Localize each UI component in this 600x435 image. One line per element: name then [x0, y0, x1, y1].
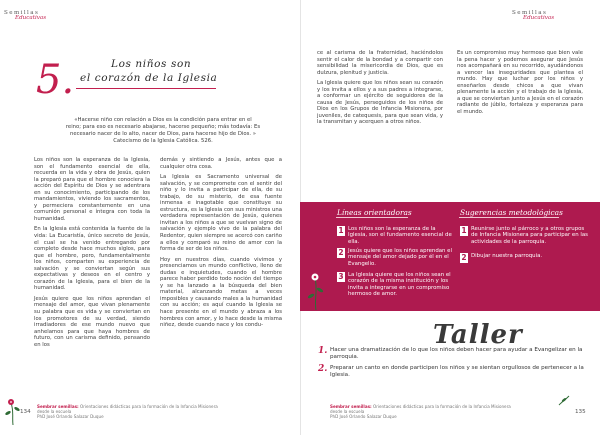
- paragraph: Los niños son la esperanza de la Iglesia, son el fundamento esencial de ella, recuerda en la vida y obra de Jesús, quien la preparó para que el hombre conociera la acción del Espíritu de Dios y se adentrara en su conocimiento, participando de los mandamientos, viviendo los sacramentos, y permeciera constantemente en una comunión personal e íntegra con toda la humanidad.: [34, 157, 150, 222]
- chapter-number: 5.: [36, 57, 75, 103]
- right-column-1: [317, 50, 443, 126]
- left-band-heading: Líneas orientadoras: [337, 208, 412, 217]
- chapter-title-line1: Los niños son: [111, 58, 192, 70]
- left-item-number: 3: [338, 272, 344, 281]
- flower-ornament-icon: [305, 268, 327, 310]
- left-band-item: Los niños son la esperanza de la Iglesia, son el fundamento esencial de ella.: [348, 226, 452, 245]
- opening-quote: «Hacerse niño con relación a Dios es la condición para entrar en el reino; para eso es necesario abajarse, hacerse pequeño; más todavía: Es necesario nacer de lo alto, nacer de Dios, para hacerse hijo de Dios. » Catecismo de la Iglesia Católica. 526.: [65, 117, 261, 144]
- paragraph: Es un compromiso muy hermoso que bien vale la pena hacer y podemos asegurar que Jesús nos acompañará en su recorrido, ayudándonos a vencer las inseguridades que plantea el mundo. Hay que luchar por los niños y enseñarlos desde chicos a que vivan plenamente la acción y el trabajo de la Iglesia, a que se conviertan junto a Jesús en el corazón radiante de júbilo, fortaleza y esperanza para el mundo.: [457, 50, 583, 115]
- left-column-2: [160, 157, 282, 329]
- right-band-item: Reunirse junto al párroco y a otros grupos de Infancia Misionera para participar en las actividades de la parroquia.: [471, 226, 588, 245]
- taller-step-number: 1.: [318, 346, 328, 356]
- taller-step: Hacer una dramatización de lo que los niños deben hacer para ayudar a Evangelizar en la parroquia.: [330, 347, 583, 360]
- taller-heading: Taller: [433, 320, 523, 350]
- paragraph: La Iglesia es Sacramento universal de salvación, y se compromete con el sentir del niño y lo invita a participar de ella, de su trabajo, de su misterio, de esa fuente inmensa e inagotable que constituye su estructura, es la Iglesia con sus ministros una verdadera representación de Jesús, quienes invitan a los niños a que se vuelvan signo de salvación y ejemplo vivo de la palabra del Redentor, quien siempre se acercó con cariño a ellos y comparó su reino de amor con la forma de ser de los niños.: [160, 174, 282, 253]
- right-footer: Sembrar semillas: Orientaciones didácticas para la formación de la Infancia Misionera desde la escuela PhD José Orlando Salazar Duque: [330, 404, 511, 420]
- left-item-number: 2: [338, 248, 344, 257]
- chapter-title: [80, 58, 217, 84]
- paragraph: demás y sintiendo a Jesús, antes que a cualquier otra cosa.: [160, 157, 282, 170]
- flower-ornament-icon: [557, 394, 571, 406]
- paragraph: ce al carisma de la fraternidad, haciéndolos sentir el calor de la bondad y a compartir con sensibilidad la misericordia de Dios, que es dulzura, plenitud y justicia.: [317, 50, 443, 76]
- left-heading-rule: [336, 217, 408, 218]
- right-band-heading: Sugerencias metodológicas: [460, 208, 563, 217]
- paragraph: En la Iglesia está contenida la fuente de la vida: La Eucaristía, único secreto de Jesús, el cual se ha venido entregando por completo desde hace muchos siglos, para que el hombre, pero, fundamentalmente los niños, comparten su experiencia de salvación y se conviertan según sus expectativas y deseos en el centro y corazón de la Iglesia, para el bien de la humanidad.: [34, 226, 150, 292]
- paragraph: La Iglesia quiere que los niños sean su corazón y los invita a ellos y a sus padres a integrarse, a conformar un ejército de seguidores de la causa de Jesús, perseguidos de los niños de Dios en los Grupos de Infancia Misionera, por juveniles, de catequesis, para que sean vida, y la transmitan y acerquen a otros niños.: [317, 80, 443, 126]
- left-footer: Sembrar semillas: Orientaciones didácticas para la formación de la Infancia Misionera desde la escuela PhD José Orlando Salazar Duque: [37, 404, 218, 420]
- right-brand: Semillas Educativas: [512, 10, 555, 21]
- right-heading-rule: [459, 217, 559, 218]
- left-item-number: 1: [338, 226, 344, 235]
- taller-step: Preparar un canto en donde participen los niños y se sientan orgullosos de pertenecer a la Iglesia.: [330, 365, 584, 378]
- paragraph: Jesús quiere que los niños aprendan el mensaje del amor, que vivan plenamente su palabra que es vida y se conviertan en los promotores de su verdad, siendo irradiadores de ese mundo nuevo que anhelamos para que haya hombres de futuro, con un carisma definido, pensando en los: [34, 295, 150, 348]
- left-column-1: [34, 157, 150, 348]
- right-page-number: 135: [575, 409, 586, 415]
- left-band-item: Jesús quiere que los niños aprendan el mensaje del amor dejado por él en el Evangelio.: [348, 248, 452, 267]
- chapter-title-line2: el corazón de la Iglesia: [80, 72, 218, 84]
- orientation-band: [300, 202, 600, 311]
- left-page-number: 134: [20, 409, 31, 415]
- right-column-2: [457, 50, 583, 115]
- left-band-item: La Iglesia quiere que los niños sean el corazón de la misma institución y los invita a integrarse en un compromiso hermoso de amor.: [348, 272, 451, 298]
- taller-step-number: 2.: [318, 364, 328, 374]
- left-brand: Semillas Educativas: [4, 10, 47, 21]
- paragraph: Hoy en nuestros días, cuando vivimos y presenciamos un mundo conflictivo, lleno de dudas e inquietudes, cuando el hombre parece haber perdido todo noción del tiempo y se ha lanzado a la búsqueda del bien material, alcanzando metas a veces imposibles y causando males a la humanidad con su acción; es aquí cuando la Iglesia se hace presente en el mundo y abraza a los hombres con amor, y lo hace desde la misma niñez, desde cuando nace y los condu-: [160, 256, 282, 329]
- right-item-number: 1: [461, 226, 467, 235]
- right-item-number: 2: [461, 253, 467, 262]
- right-band-item: Dibujar nuestra parroquia.: [471, 253, 543, 259]
- title-rule: [76, 88, 216, 89]
